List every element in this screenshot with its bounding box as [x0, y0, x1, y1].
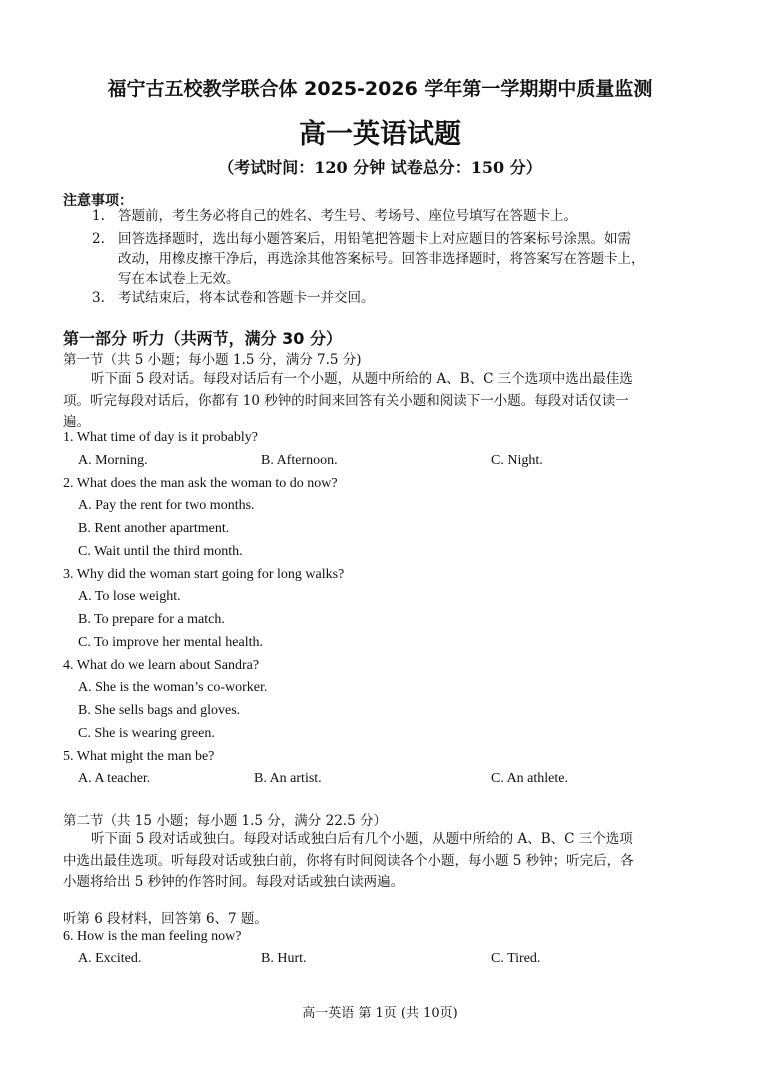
option-b: B. To prepare for a match.: [78, 612, 225, 627]
option-b: B. Afternoon.: [261, 453, 338, 468]
notice-item-line: 回答选择题时，选出每小题答案后，用铅笔把答题卡上对应题目的答案标号涂黑。如需: [118, 231, 631, 247]
option-c: C. Wait until the third month.: [78, 544, 243, 559]
notice-item-number: 2.: [92, 231, 105, 247]
notice-item-number: 1.: [92, 208, 105, 224]
notice-item-line: 答题前，考生务必将自己的姓名、考生号、考场号、座位号填写在答题卡上。: [118, 208, 577, 224]
option-a: A. Pay the rent for two months.: [78, 498, 255, 513]
option-c: C. She is wearing green.: [78, 726, 215, 741]
question-stem: 5. What might the man be?: [63, 749, 215, 764]
option-c: C. Tired.: [491, 951, 541, 966]
section2-instructions-line: 听下面 5 段对话或独白。每段对话或独白后有几个小题，从题中所给的 A、B、C 三个选项: [91, 831, 633, 847]
option-c: C. An athlete.: [491, 771, 568, 786]
page-footer: 高一英语 第 1页 (共 10页): [302, 1006, 458, 1021]
section1-instructions-line: 遍。: [63, 414, 90, 430]
option-c: C. To improve her mental health.: [78, 635, 263, 650]
section2-instructions-line: 中选出最佳选项。听每段对话或独白前，你将有时间阅读各个小题，每小题 5 秒钟；听完后，各: [63, 853, 634, 869]
question-stem: 6. How is the man feeling now?: [63, 929, 242, 944]
material-note: 听第 6 段材料，回答第 6、7 题。: [63, 911, 268, 927]
option-b: B. She sells bags and gloves.: [78, 703, 241, 718]
question-stem: 2. What does the man ask the woman to do now?: [63, 476, 338, 491]
question-stem: 3. Why did the woman start going for long walks?: [63, 567, 345, 582]
option-b: B. Rent another apartment.: [78, 521, 230, 536]
notice-item-line: 考试结束后，将本试卷和答题卡一并交回。: [118, 290, 375, 306]
section1-instructions-line: 项。听完每段对话后，你都有 10 秒钟的时间来回答有关小题和阅读下一小题。每段对话仅读一: [63, 393, 629, 409]
option-b: B. An artist.: [254, 771, 322, 786]
section2-heading: 第二节（共 15 小题；每小题 1.5 分，满分 22.5 分）: [63, 813, 387, 829]
option-a: A. Morning.: [78, 453, 148, 468]
question-stem: 1. What time of day is it probably?: [63, 430, 258, 445]
question-stem: 4. What do we learn about Sandra?: [63, 658, 260, 673]
notice-item-line: 改动，用橡皮擦干净后，再选涂其他答案标号。回答非选择题时，将答案写在答题卡上，: [118, 251, 645, 267]
option-b: B. Hurt.: [261, 951, 307, 966]
subject-title: 高一英语试题: [299, 119, 461, 150]
exam-title: 福宁古五校教学联合体 2025-2026 学年第一学期期中质量监测: [107, 78, 653, 100]
section2-instructions-line: 小题将给出 5 秒钟的作答时间。每段对话或独白读两遍。: [63, 874, 405, 890]
notice-item-number: 3.: [92, 290, 105, 306]
section1-heading: 第一节（共 5 小题；每小题 1.5 分，满分 7.5 分): [63, 352, 362, 368]
option-a: A. She is the woman’s co-worker.: [78, 680, 268, 695]
section1-instructions-line: 听下面 5 段对话。每段对话后有一个小题，从题中所给的 A、B、C 三个选项中选出最佳选: [91, 371, 633, 387]
option-a: A. A teacher.: [78, 771, 151, 786]
part1-heading: 第一部分 听力（共两节，满分 30 分）: [63, 329, 342, 348]
exam-info: （考试时间：120 分钟 试卷总分：150 分）: [218, 158, 542, 177]
option-a: A. Excited.: [78, 951, 142, 966]
option-a: A. To lose weight.: [78, 589, 181, 604]
notice-heading: 注意事项：: [63, 193, 133, 209]
notice-item-line: 写在本试卷上无效。: [118, 271, 240, 287]
option-c: C. Night.: [491, 453, 543, 468]
